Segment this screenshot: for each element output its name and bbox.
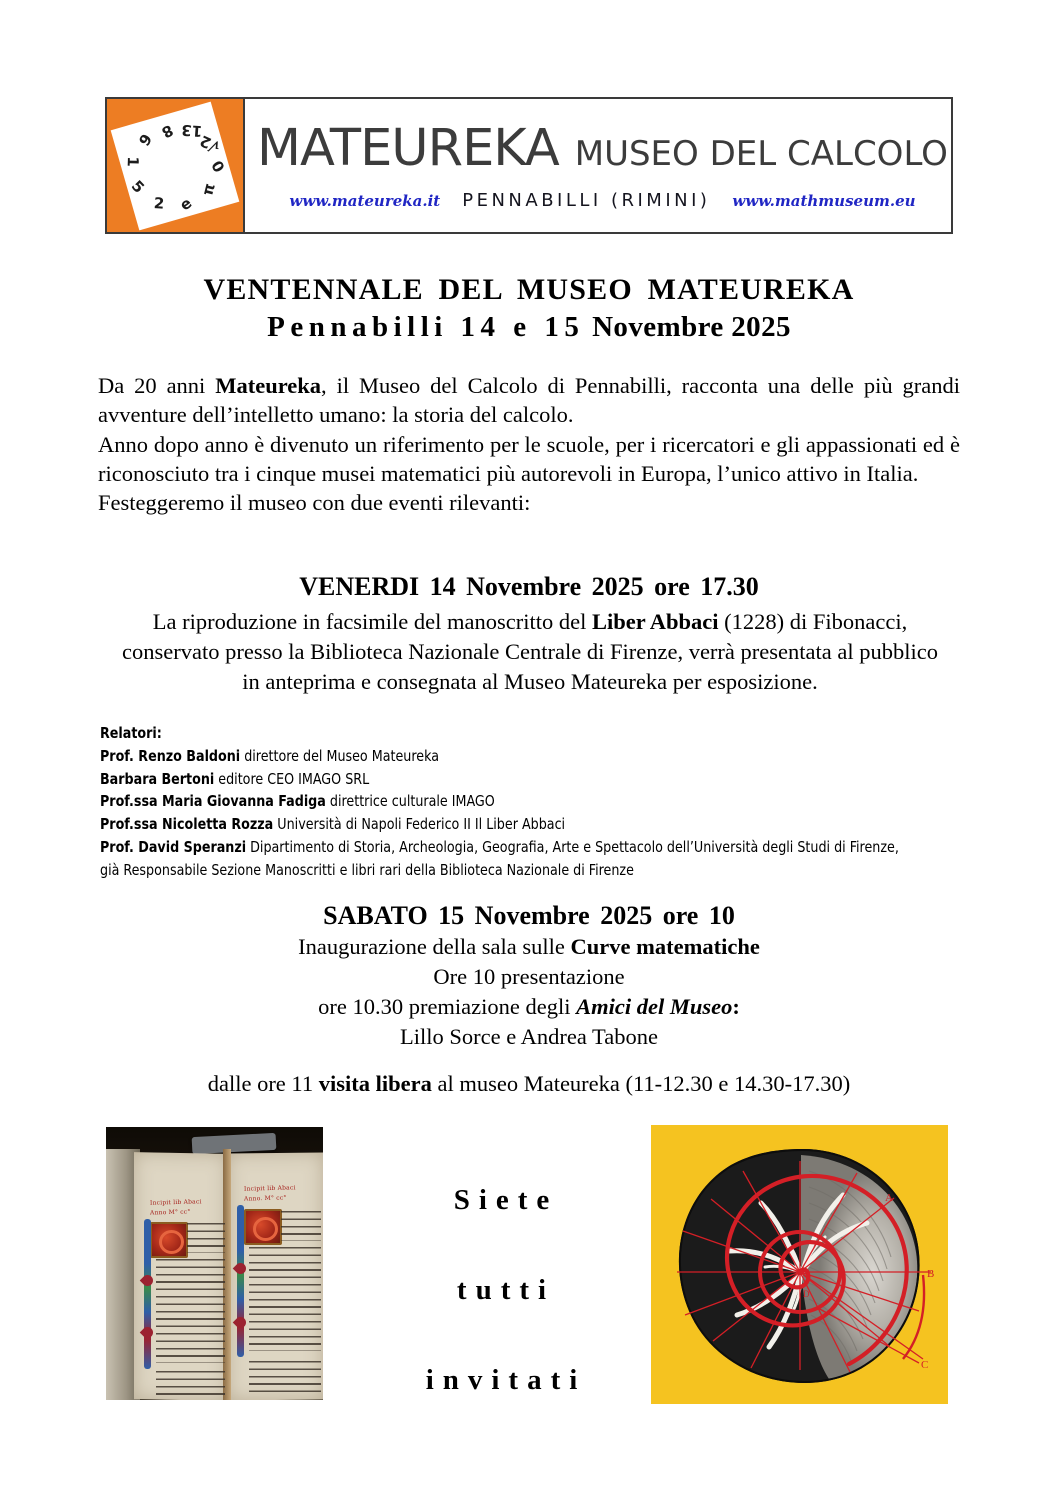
intro-paragraph-3: Festeggeremo il museo con due eventi rilevanti:: [98, 490, 531, 515]
manuscript-text-block: [249, 1361, 321, 1395]
sabato-heading: SABATO 15 Novembre 2025 ore 10: [323, 901, 735, 930]
header-banner: [105, 97, 953, 234]
sabato-line-2: Ore 10 presentazione: [433, 964, 625, 990]
illuminated-initial-right: [244, 1209, 282, 1245]
relatore-role: Dipartimento di Storia, Archeologia, Geografia, Arte e Spettacolo dell’Università degli Studi di Firenze, già Responsabile Sezione Manoscritti e libri rari della Biblioteca Nazionale di Firenze: [100, 837, 899, 879]
venerdi-description: [112, 607, 948, 697]
manuscript-rubric-right: Incipit lib Abaci: [243, 1184, 296, 1193]
logo-glyph: 1: [123, 155, 142, 167]
venerdi-body-bold: Liber Abbaci: [592, 609, 719, 634]
venerdi-body-a: La riproduzione in facsimile del manoscritto del: [152, 609, 592, 634]
nautilus-image: [651, 1125, 948, 1404]
brand-title: MATEUREKA: [257, 118, 559, 178]
intro-p1-b: , il Museo del Calcolo di Pennabilli, racconta una delle più grandi avventure dell’intelletto umano: la storia del calcolo.: [98, 373, 960, 428]
sabato-line-4: Lillo Sorce e Andrea Tabone: [400, 1024, 658, 1050]
relatore-item: [100, 813, 905, 836]
title-line-1: VENTENNALE DEL MUSEO MATEUREKA: [203, 273, 855, 306]
relatore-item: [100, 745, 905, 768]
intro-paragraphs: [98, 371, 960, 517]
visita-libera-line: [0, 1071, 1058, 1097]
relatori-label-text: Relatori:: [100, 724, 162, 742]
visita-a: dalle ore 11: [207, 1071, 319, 1096]
sabato-line3-b: :: [732, 994, 740, 1020]
brand-line: [257, 118, 948, 178]
relatore-item: [100, 836, 905, 882]
intro-p1-a: Da 20 anni: [98, 373, 216, 398]
manuscript-text-block: [249, 1247, 321, 1351]
logo-glyph: 5: [127, 176, 148, 197]
manuscript-text-block: [281, 1211, 321, 1241]
link-mateureka-it[interactable]: www.mateureka.it: [289, 191, 441, 210]
logo-glyph: 13: [180, 120, 203, 140]
relatore-name: Prof.ssa Maria Giovanna Fadiga: [100, 792, 326, 811]
sabato-line-3: [0, 992, 1058, 1022]
header-city: PENNABILLI (RIMINI): [462, 189, 711, 211]
manuscript-text-block: [156, 1259, 225, 1363]
relatore-role: direttrice culturale IMAGO: [325, 792, 495, 811]
relatore-role: editore CEO IMAGO SRL: [214, 769, 370, 788]
manuscript-rubric-left: Incipit lib Abaci: [149, 1198, 202, 1207]
relatori-label: [100, 722, 905, 745]
relatore-name: Prof.ssa Nicoletta Rozza: [100, 815, 274, 834]
logo-glyph: π: [198, 181, 219, 197]
manuscript-photo: [106, 1127, 323, 1400]
invite-text: [356, 1156, 656, 1426]
invite-line-2: tutti: [456, 1273, 556, 1306]
label-B: B: [927, 1268, 935, 1280]
logo-glyph: e: [176, 193, 196, 214]
label-C: C: [921, 1359, 929, 1371]
sabato-line-1: [0, 932, 1058, 962]
relatore-name: Prof. David Speranzi: [100, 837, 247, 856]
manuscript-text-block: [156, 1371, 225, 1399]
page-title: [0, 272, 1058, 346]
mateureka-logo: [107, 99, 245, 232]
illuminated-initial-left: [150, 1222, 188, 1258]
venerdi-heading: VENERDI 14 Novembre 2025 ore 17.30: [299, 572, 759, 601]
title-line-2-spaced: Pennabilli 14 e 15: [267, 310, 585, 343]
sabato-description: [0, 932, 1058, 1053]
illumination-vine-left: [144, 1219, 151, 1369]
header-links-row: [257, 190, 948, 211]
sabato-line3-bolditalic: Amici del Museo: [576, 994, 733, 1020]
sabato-line1-bold: Curve matematiche: [570, 934, 760, 959]
brand-subtitle: MUSEO DEL CALCOLO: [574, 133, 948, 174]
relatore-name: Prof. Renzo Baldoni: [100, 746, 241, 765]
relatore-item: [100, 790, 905, 813]
relatori-section: [100, 722, 905, 882]
venerdi-body-b: (1228) di Fibonacci, conservato presso la Biblioteca Nazionale Centrale di Firenze, verrà presentata al pubblico in anteprima e consegnata al Museo Mateureka per esposizione.: [122, 609, 938, 694]
relatore-item: [100, 768, 905, 791]
manuscript-rubric-left-2: Anno M° cc°: [149, 1208, 191, 1217]
label-A: A: [885, 1192, 893, 1204]
manuscript-text-block: [187, 1223, 225, 1253]
illumination-vine-right: [237, 1205, 244, 1357]
link-mathmuseum-eu[interactable]: www.mathmuseum.eu: [732, 191, 916, 210]
visita-b: al museo Mateureka (11-12.30 e 14.30-17.30): [431, 1071, 851, 1096]
nautilus-diagram: [651, 1125, 948, 1404]
sabato-line3-a: ore 10.30 premiazione degli: [318, 994, 577, 1020]
intro-p1-bold: Mateureka: [215, 373, 322, 398]
intro-paragraph-1: [98, 371, 960, 430]
sabato-line1-a: Inaugurazione della sala sulle: [298, 934, 571, 959]
logo-glyph: 8: [158, 120, 177, 142]
relatore-name: Barbara Bertoni: [100, 769, 215, 788]
label-D: D: [803, 1289, 810, 1299]
logo-glyph: 6: [134, 129, 156, 149]
relatore-role: Università di Napoli Federico II Il Liber Abbaci: [273, 815, 566, 834]
title-line-2: [0, 309, 1058, 347]
manuscript-rubric-right-2: Anno. M° cc°: [243, 1194, 287, 1203]
logo-number-ring: [107, 99, 245, 232]
visita-bold: visita libera: [318, 1071, 432, 1096]
header-text-area: [245, 99, 958, 232]
logo-glyph: 0: [207, 156, 229, 175]
title-line-2-rest: Novembre 2025: [592, 310, 791, 343]
intro-paragraph-2: Anno dopo anno è divenuto un riferimento per le scuole, per i ricercatori e gli appassionati ed è riconosciuto tra i cinque musei matematici più autorevoli in Europa, l’unico attivo in Italia.: [98, 431, 960, 486]
invite-line-1: Siete: [453, 1184, 559, 1216]
logo-glyph: 2: [153, 193, 165, 213]
relatore-role: direttore del Museo Mateureka: [240, 746, 439, 765]
logo-glyph: √2: [196, 131, 223, 156]
invite-line-3: invitati: [425, 1363, 587, 1396]
spiral-center-point: [797, 1269, 803, 1275]
